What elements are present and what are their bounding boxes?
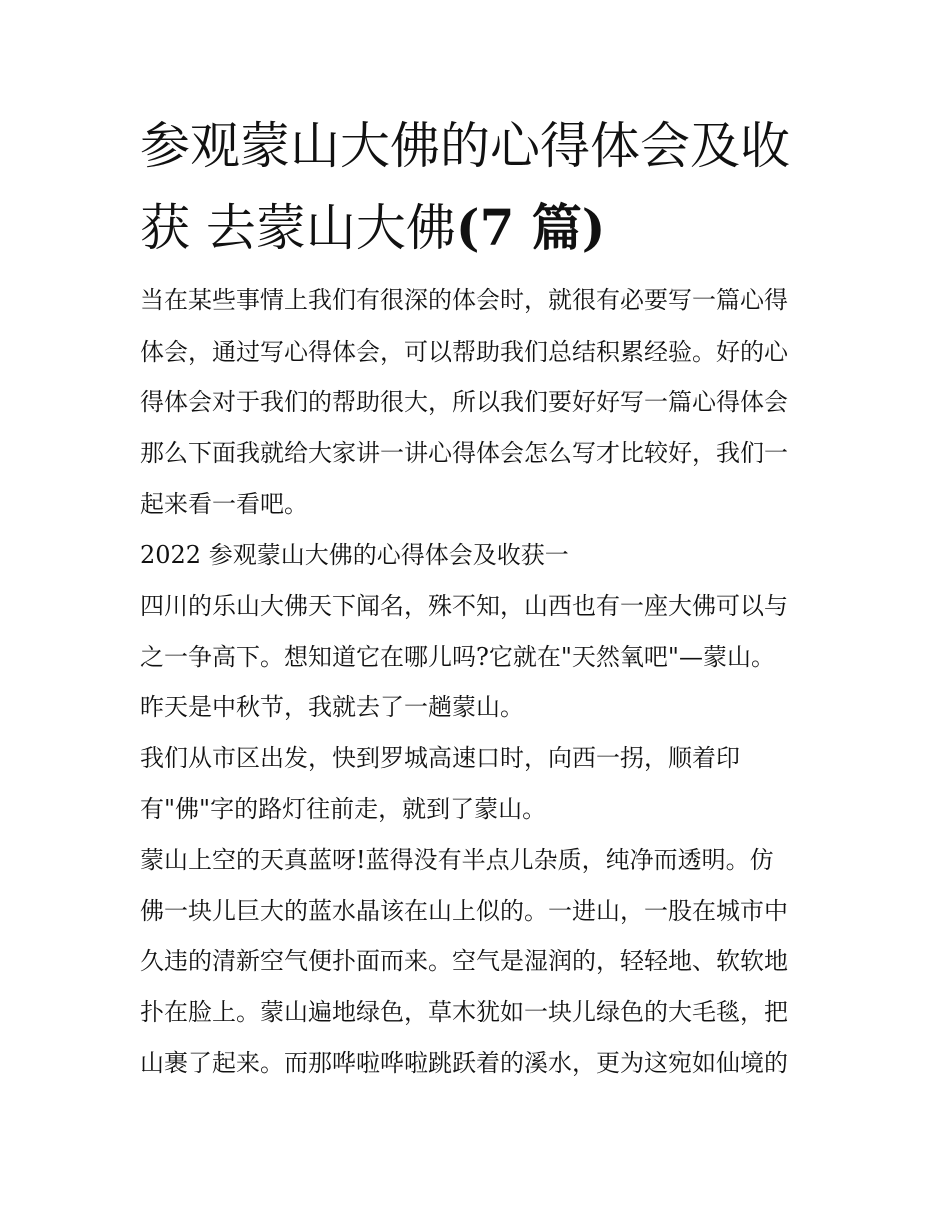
body-line: 之一争高下。想知道它在哪儿吗?它就在"天然氧吧"—蒙山。 bbox=[140, 643, 775, 671]
body-line: 四川的乐山大佛天下闻名，殊不知，山西也有一座大佛可以与 bbox=[140, 592, 788, 620]
body-line: 当在某些事情上我们有很深的体会时，就很有必要写一篇心得 bbox=[140, 286, 788, 314]
document-title-line-1: 参观蒙山大佛的心得体会及收 bbox=[140, 117, 790, 175]
body-line: 山裹了起来。而那哗啦哗啦跳跃着的溪水，更为这宛如仙境的 bbox=[140, 1049, 788, 1077]
body-line: 扑在脸上。蒙山遍地绿色，草木犹如一块儿绿色的大毛毯，把 bbox=[140, 998, 788, 1026]
body-line: 我们从市区出发，快到罗城高速口时，向西一拐，顺着印 bbox=[140, 744, 740, 772]
body-line: 久违的清新空气便扑面而来。空气是湿润的，轻轻地、软软地 bbox=[140, 947, 788, 975]
body-line: 起来看一看吧。 bbox=[140, 490, 308, 518]
title-text: 获 去蒙山大佛 bbox=[140, 199, 456, 257]
body-line: 佛一块儿巨大的蓝水晶该在山上似的。一进山，一股在城市中 bbox=[140, 897, 788, 925]
body-line: 得体会对于我们的帮助很大，所以我们要好好写一篇心得体会 bbox=[140, 388, 788, 416]
document-title-line-2 bbox=[140, 186, 830, 270]
body-line: 昨天是中秋节，我就去了一趟蒙山。 bbox=[140, 693, 524, 721]
body-line: 体会，通过写心得体会，可以帮助我们总结积累经验。好的心 bbox=[140, 338, 788, 366]
body-line: 那么下面我就给大家讲一讲心得体会怎么写才比较好，我们一 bbox=[140, 439, 788, 467]
body-line: 蒙山上空的天真蓝呀!蓝得没有半点儿杂质，纯净而透明。仿 bbox=[140, 846, 774, 874]
title-count: (7 篇) bbox=[455, 198, 606, 257]
section-heading: 2022 参观蒙山大佛的心得体会及收获一 bbox=[140, 541, 569, 569]
body-line: 有"佛"字的路灯往前走，就到了蒙山。 bbox=[140, 795, 547, 823]
